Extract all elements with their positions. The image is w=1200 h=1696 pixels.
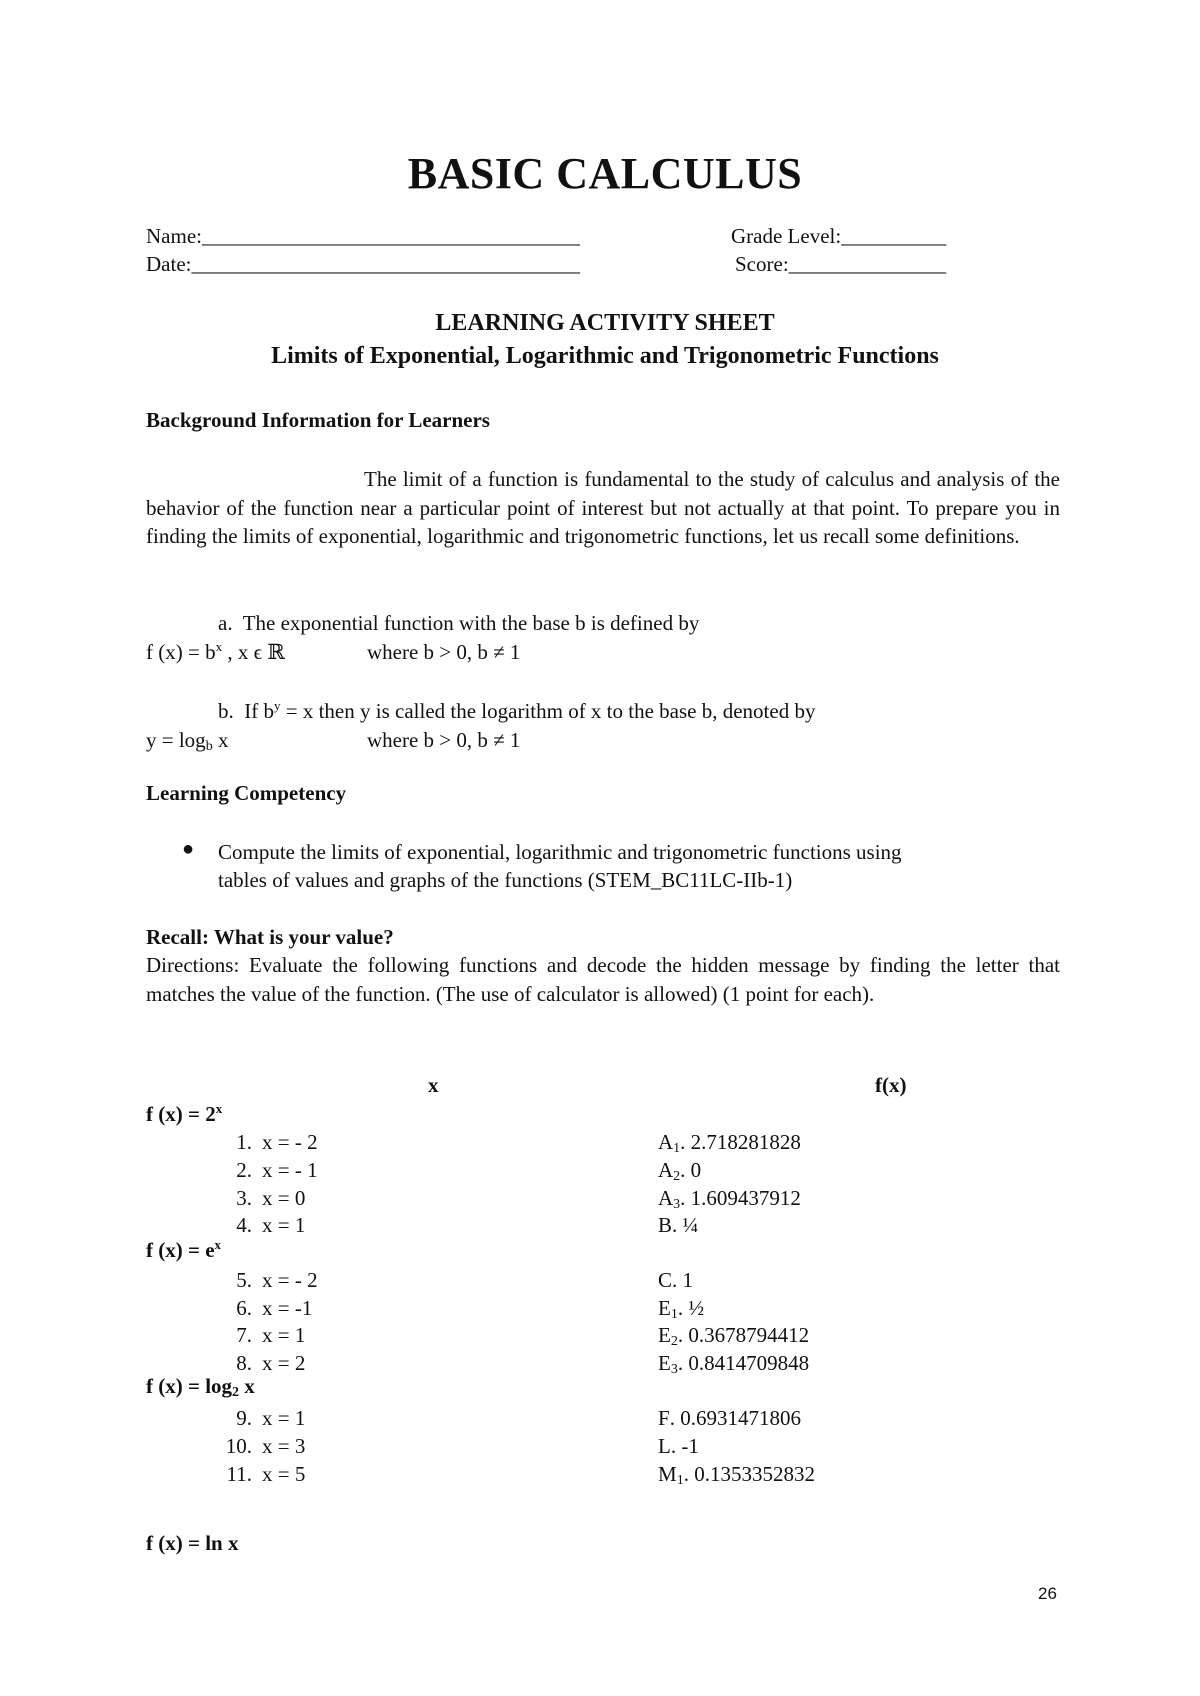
bullet-icon: ● xyxy=(182,838,195,860)
definition-a-condition: where b > 0, b ≠ 1 xyxy=(367,640,521,664)
table-row: 8. x = 2 xyxy=(236,1351,306,1375)
answer-choice: $E_1$. ½ xyxy=(658,1296,705,1322)
table-row: 7. x = 1 xyxy=(236,1323,306,1347)
recall-directions: Directions: Evaluate the following functions and decode the hidden message by finding the letter that matches the value of the function. (The use of calculator is allowed) (1 point for each). xyxy=(146,953,1060,1006)
competency-line-1: Compute the limits of exponential, logarithmic and trigonometric functions using xyxy=(218,840,902,864)
background-paragraph: The limit of a function is fundamental to the study of calculus and analysis of the behavior of the function near a particular point of interest but not actually at that point. To prepare you in finding the limits of exponential, logarithmic and trigonometric functions, let us recall some definitions. xyxy=(146,467,1060,548)
date-field: Date:_____________________________________ xyxy=(146,252,580,276)
name-field: Name:____________________________________ xyxy=(146,224,580,248)
background-heading: Background Information for Learners xyxy=(146,408,490,432)
column-header-fx: f(x) xyxy=(875,1073,907,1097)
column-header-x: x xyxy=(428,1073,439,1097)
grade-level-field: Grade Level:__________ xyxy=(731,224,947,248)
competency-heading: Learning Competency xyxy=(146,781,347,805)
table-row: 6. x = -1 xyxy=(236,1296,313,1320)
table-row: 2. x = - 1 xyxy=(236,1158,318,1182)
answer-choice: $E_3$. 0.8414709848 xyxy=(658,1351,810,1377)
table-row: 4. x = 1 xyxy=(236,1213,306,1237)
table-row: 3. x = 0 xyxy=(236,1186,306,1210)
definition-a-formula: f $(x) = b^x$ , x ϵ ℝ xyxy=(146,639,285,664)
recall-heading: Recall: What is your value? xyxy=(146,925,394,949)
document-title: BASIC CALCULUS xyxy=(407,149,803,198)
answer-choice: $A_2$. 0 xyxy=(658,1158,702,1184)
sheet-subtitle: Limits of Exponential, Logarithmic and Trigonometric Functions xyxy=(271,343,939,369)
answer-choice: $A_1$. 2.718281828 xyxy=(658,1130,801,1156)
definition-a xyxy=(218,611,699,636)
answer-choice: B. ¼ xyxy=(658,1213,699,1237)
answer-choice: F. 0.6931471806 xyxy=(658,1406,801,1430)
definition-a-label: a. xyxy=(218,611,233,635)
definition-b-formula: $y = \log_b x$ xyxy=(146,728,229,754)
function-label: f $(x) = e^x$ xyxy=(146,1237,222,1262)
sheet-title: LEARNING ACTIVITY SHEET xyxy=(435,310,775,336)
table-row: 11. x = 5 xyxy=(226,1462,306,1486)
definition-b-label: b. xyxy=(218,699,234,723)
score-field: Score:_______________ xyxy=(735,252,947,276)
function-label: f $(x) = 2^x$ xyxy=(146,1101,223,1126)
definition-b: b. If $b^y = x$ then y is called the logarithm of x to the base b, denoted by xyxy=(218,698,816,723)
answer-choice: $A_3$. 1.609437912 xyxy=(658,1186,801,1212)
table-row: 5. x = - 2 xyxy=(236,1268,318,1292)
answer-choice: $M_1$. 0.1353352832 xyxy=(658,1462,815,1488)
table-row: 9. x = 1 xyxy=(236,1406,306,1430)
answer-choice: $E_2$. 0.3678794412 xyxy=(658,1323,810,1349)
competency-line-2: tables of values and graphs of the functions (STEM_BC11LC-IIb-1) xyxy=(218,868,793,892)
table-row: 1. x = - 2 xyxy=(236,1130,318,1154)
page-number: 26 xyxy=(1038,1584,1057,1603)
answer-choice: L. -1 xyxy=(658,1434,699,1458)
answer-choice: C. 1 xyxy=(658,1268,694,1292)
function-label: f (x) = ln x xyxy=(146,1531,239,1555)
function-label: f $(x) = \log_2 x$ xyxy=(146,1374,255,1400)
table-row: 10. x = 3 xyxy=(225,1434,306,1458)
definition-b-condition: where b > 0, b ≠ 1 xyxy=(367,728,521,752)
definition-a-text: The exponential function with the base b is defined by xyxy=(242,611,700,635)
